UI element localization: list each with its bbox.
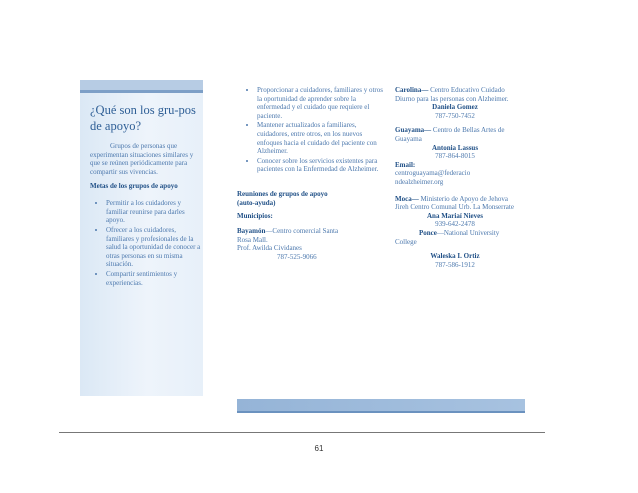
- bayamon-city: Bayamón: [237, 227, 266, 236]
- list-item: • Ofrecer a los cuidadores, familiares y profesionales de la salud la oportunidad de conocer a otras personas en su misma situación.: [106, 226, 202, 269]
- carolina-city: Carolina—: [395, 86, 429, 94]
- left-header-strip: [80, 80, 203, 93]
- ponce-city: Ponce: [419, 228, 437, 237]
- guayama-city: Guayama—: [395, 126, 432, 135]
- objectives-list: [237, 86, 387, 174]
- list-item: • Proporcionar a cuidadores, familiares y otros la oportunidad de aprender sobre la enfermedad y el cuidado que requiere el paciente.: [257, 86, 387, 120]
- left-panel-content: [90, 90, 202, 288]
- moca-contact: Ana Mariaí Nieves: [427, 211, 483, 220]
- bayamon-phone: 787-525-9066: [277, 252, 317, 261]
- middle-panel: [237, 80, 387, 368]
- page-title: ¿Qué son los gru-pos de apoyo?: [90, 103, 196, 133]
- guayama-phone: 787-864-8015: [435, 152, 475, 161]
- email-address: centroguayama@federacio ndealzheimer.org: [395, 169, 471, 186]
- carolina-entry: [395, 86, 515, 103]
- left-panel: [80, 80, 203, 396]
- goals-list: [90, 199, 202, 287]
- list-item: • Conocer sobre los servicios existentes para pacientes con la Enfermedad de Alzheimer.: [257, 157, 387, 174]
- email-label: Email:: [395, 160, 416, 169]
- moca-entry: [395, 195, 515, 212]
- guayama-contact: Antonia Lassus: [431, 143, 479, 152]
- goals-heading: Metas de los grupos de apoyo: [90, 182, 178, 191]
- ponce-phone: 787-586-1912: [435, 260, 475, 269]
- carolina-contact: Daniela Gomez: [432, 103, 478, 112]
- moca-phone: 939-642-2478: [435, 220, 475, 229]
- list-item: • Compartir sentimientos y experiencias.: [106, 270, 202, 287]
- ponce-place: —National University College: [395, 228, 500, 246]
- guayama-entry: [395, 126, 515, 143]
- meetings-heading: Reuniones de grupos de apoyo (auto-ayuda): [237, 189, 328, 208]
- carolina-place: Centro Educativo Cuidado Diurno para las personas con Alzheimer.: [395, 86, 509, 103]
- ponce-entry: [395, 229, 515, 246]
- ponce-contact: Waleska I. Ortiz: [430, 252, 480, 261]
- page-number: 61: [314, 444, 324, 453]
- moca-city: Moca—: [395, 194, 419, 203]
- intro-paragraph: Grupos de personas que experimentan situaciones similares y que se reúnen periódicamente para compartir sus vivencias.: [90, 142, 194, 176]
- list-item: • Mantener actualizados a familiares, cuidadores, entre otros, en los nuevos enfoques hacia el cuidado del paciente con Alzheimer.: [257, 121, 387, 155]
- footer-rule: [59, 432, 545, 433]
- bottom-decorative-strip: [237, 399, 525, 413]
- bayamon-contact: Prof. Awilda Cividanes: [237, 244, 302, 253]
- bayamon-entry: [237, 227, 347, 244]
- right-panel: [395, 80, 515, 290]
- bayamon-place: —Centro comercial Santa Rosa Mall.: [237, 227, 339, 244]
- guayama-place: Centro de Bellas Artes de Guayama: [395, 126, 505, 143]
- list-item: • Permitir a los cuidadores y familiar reunirse para darles apoyo.: [106, 199, 202, 225]
- carolina-phone: 787-750-7452: [435, 111, 475, 120]
- moca-place: Ministerio de Apoyo de Jehova Jireh Centro Comunal Urb. La Monserrate: [395, 194, 514, 212]
- municipios-heading: Municipios:: [237, 211, 273, 220]
